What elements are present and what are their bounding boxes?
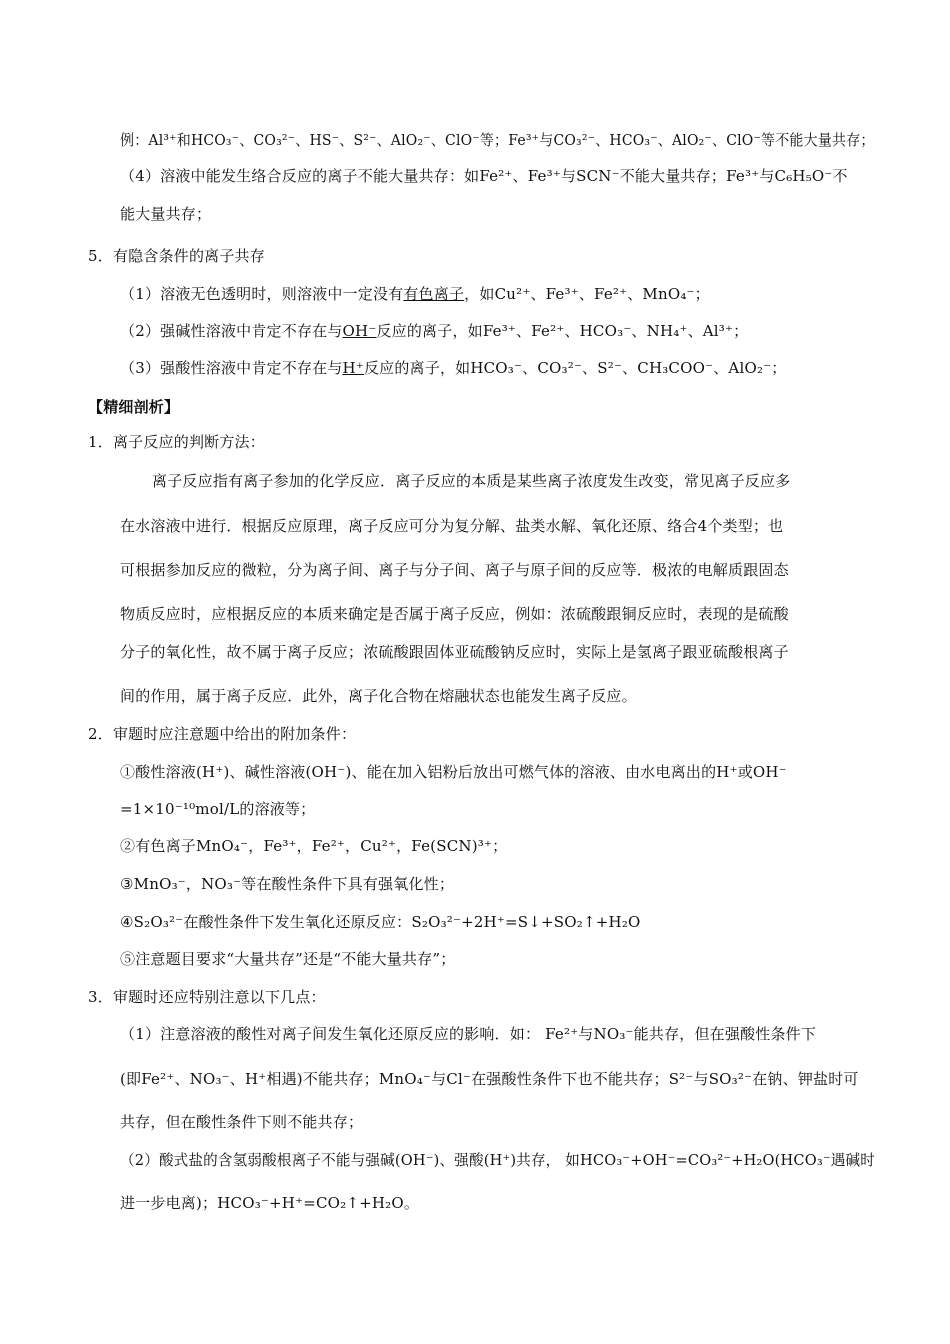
text-line-17 <box>120 762 787 782</box>
line-text: （2）强碱性溶液中肯定不存在与 <box>120 322 343 340</box>
line-text: 可根据参加反应的微粒，分为离子间、离子与分子间、离子与原子间的反应等．极浓的电解质跟固态 <box>120 561 789 579</box>
text-line-28 <box>120 1193 419 1213</box>
line-text: ②有色离子MnO₄⁻，Fe³⁺，Fe²⁺，Cu²⁺，Fe(SCN)³⁺； <box>120 837 508 855</box>
line-text: ④S₂O₃²⁻在酸性条件下发生氧化还原反应：S₂O₃²⁻+2H⁺=S↓+SO₂↑+H₂O <box>120 913 641 931</box>
section-heading-3 <box>88 987 326 1007</box>
section-heading-2 <box>88 724 356 744</box>
line-text: ③MnO₃⁻，NO₃⁻等在酸性条件下具有强氧化性； <box>120 875 455 893</box>
line-text: 1．离子反应的判断方法： <box>88 433 265 451</box>
line-text: ，如Cu²⁺、Fe³⁺、Fe²⁺、MnO₄⁻； <box>464 285 710 303</box>
line-text: 间的作用，属于离子反应．此外，离子化合物在熔融状态也能发生离子反应。 <box>120 687 637 705</box>
text-line-18 <box>120 799 315 819</box>
line-text: 例：Al³⁺和HCO₃⁻、CO₃²⁻、HS⁻、S²⁻、AlO₂⁻、ClO⁻等；Fe³⁺与CO₃²⁻、HCO₃⁻、AlO₂⁻、ClO⁻等不能大量共存； <box>120 131 875 149</box>
section-heading-5 <box>88 246 265 266</box>
line-text: 进一步电离)；HCO₃⁻+H⁺=CO₂↑+H₂O。 <box>120 1194 420 1212</box>
line-text: (即Fe²⁺、NO₃⁻、H⁺相遇)不能共存；MnO₄⁻与Cl⁻在强酸性条件下也不能共存；S²⁻与SO₃²⁻在钠、钾盐时可 <box>120 1070 859 1088</box>
section-heading-1 <box>88 432 265 452</box>
line-text: ①酸性溶液(H⁺)、碱性溶液(OH⁻)、能在加入铝粉后放出可燃气体的溶液、由水电离出的H⁺或OH⁻ <box>120 763 787 781</box>
line-text: =1×10⁻¹⁰mol/L的溶液等； <box>120 800 316 818</box>
line-text: 【精细剖析】 <box>88 398 180 416</box>
text-line-7 <box>120 358 786 378</box>
text-line-24 <box>120 1024 816 1044</box>
text-line-2 <box>120 166 848 186</box>
line-text: （1）溶液无色透明时，则溶液中一定没有 <box>120 285 404 303</box>
text-line-5 <box>120 284 710 304</box>
line-text: 反应的离子，如HCO₃⁻、CO₃²⁻、S²⁻、CH₃COO⁻、AlO₂⁻； <box>363 359 787 377</box>
paragraph-line-3 <box>120 560 789 580</box>
text-line-6 <box>120 321 748 341</box>
text-line-1 <box>120 130 875 150</box>
underlined-term: OH⁻ <box>342 322 377 340</box>
line-text: （4）溶液中能发生络合反应的离子不能大量共存：如Fe²⁺、Fe³⁺与SCN⁻不能大量共存；Fe³⁺与C₆H₅O⁻不 <box>120 167 848 185</box>
line-text: 在水溶液中进行．根据反应原理，离子反应可分为复分解、盐类水解、氧化还原、络合4个类型；也 <box>120 517 784 535</box>
line-text: （3）强酸性溶液中肯定不存在与 <box>120 359 343 377</box>
underlined-term: 有色离子 <box>403 285 465 303</box>
line-text: 5．有隐含条件的离子共存 <box>88 247 265 265</box>
text-line-22 <box>120 949 455 969</box>
line-text: 离子反应指有离子参加的化学反应．离子反应的本质是某些离子浓度发生改变，常见离子反应多 <box>152 472 791 490</box>
paragraph-line-2 <box>120 516 783 536</box>
text-line-3 <box>120 204 211 224</box>
line-text: 分子的氧化性，故不属于离子反应；浓硫酸跟固体亚硫酸钠反应时，实际上是氢离子跟亚硫酸根离子 <box>120 643 789 661</box>
line-text: （1）注意溶液的酸性对离子间发生氧化还原反应的影响．如： Fe²⁺与NO₃⁻能共存，但在强酸性条件下 <box>120 1025 817 1043</box>
underlined-term: H⁺ <box>342 359 364 377</box>
line-text: 能大量共存； <box>120 205 212 223</box>
paragraph-line-5 <box>120 642 789 662</box>
paragraph-line-6 <box>120 686 637 706</box>
text-line-20 <box>120 874 454 894</box>
line-text: 物质反应时，应根据反应的本质来确定是否属于离子反应，例如：浓硫酸跟铜反应时，表现的是硫酸 <box>120 605 789 623</box>
paragraph-line-1 <box>152 471 790 491</box>
text-line-26 <box>120 1112 363 1132</box>
line-text: ⑤注意题目要求“大量共存”还是“不能大量共存”； <box>120 950 456 968</box>
line-text: 3．审题时还应特别注意以下几点： <box>88 988 326 1006</box>
paragraph-line-4 <box>120 604 789 624</box>
text-line-21 <box>120 912 641 932</box>
line-text: 2．审题时应注意题中给出的附加条件： <box>88 725 357 743</box>
line-text: 反应的离子，如Fe³⁺、Fe²⁺、HCO₃⁻、NH₄⁺、Al³⁺； <box>376 322 749 340</box>
line-text: 共存，但在酸性条件下则不能共存； <box>120 1113 364 1131</box>
section-title <box>88 397 179 417</box>
text-line-19 <box>120 836 507 856</box>
text-line-25 <box>120 1069 859 1089</box>
line-text: （2）酸式盐的含氢弱酸根离子不能与强碱(OH⁻)、强酸(H⁺)共存， 如HCO₃⁻+OH⁻=CO₃²⁻+H₂O(HCO₃⁻遇碱时 <box>120 1151 876 1169</box>
text-line-27 <box>120 1150 875 1170</box>
